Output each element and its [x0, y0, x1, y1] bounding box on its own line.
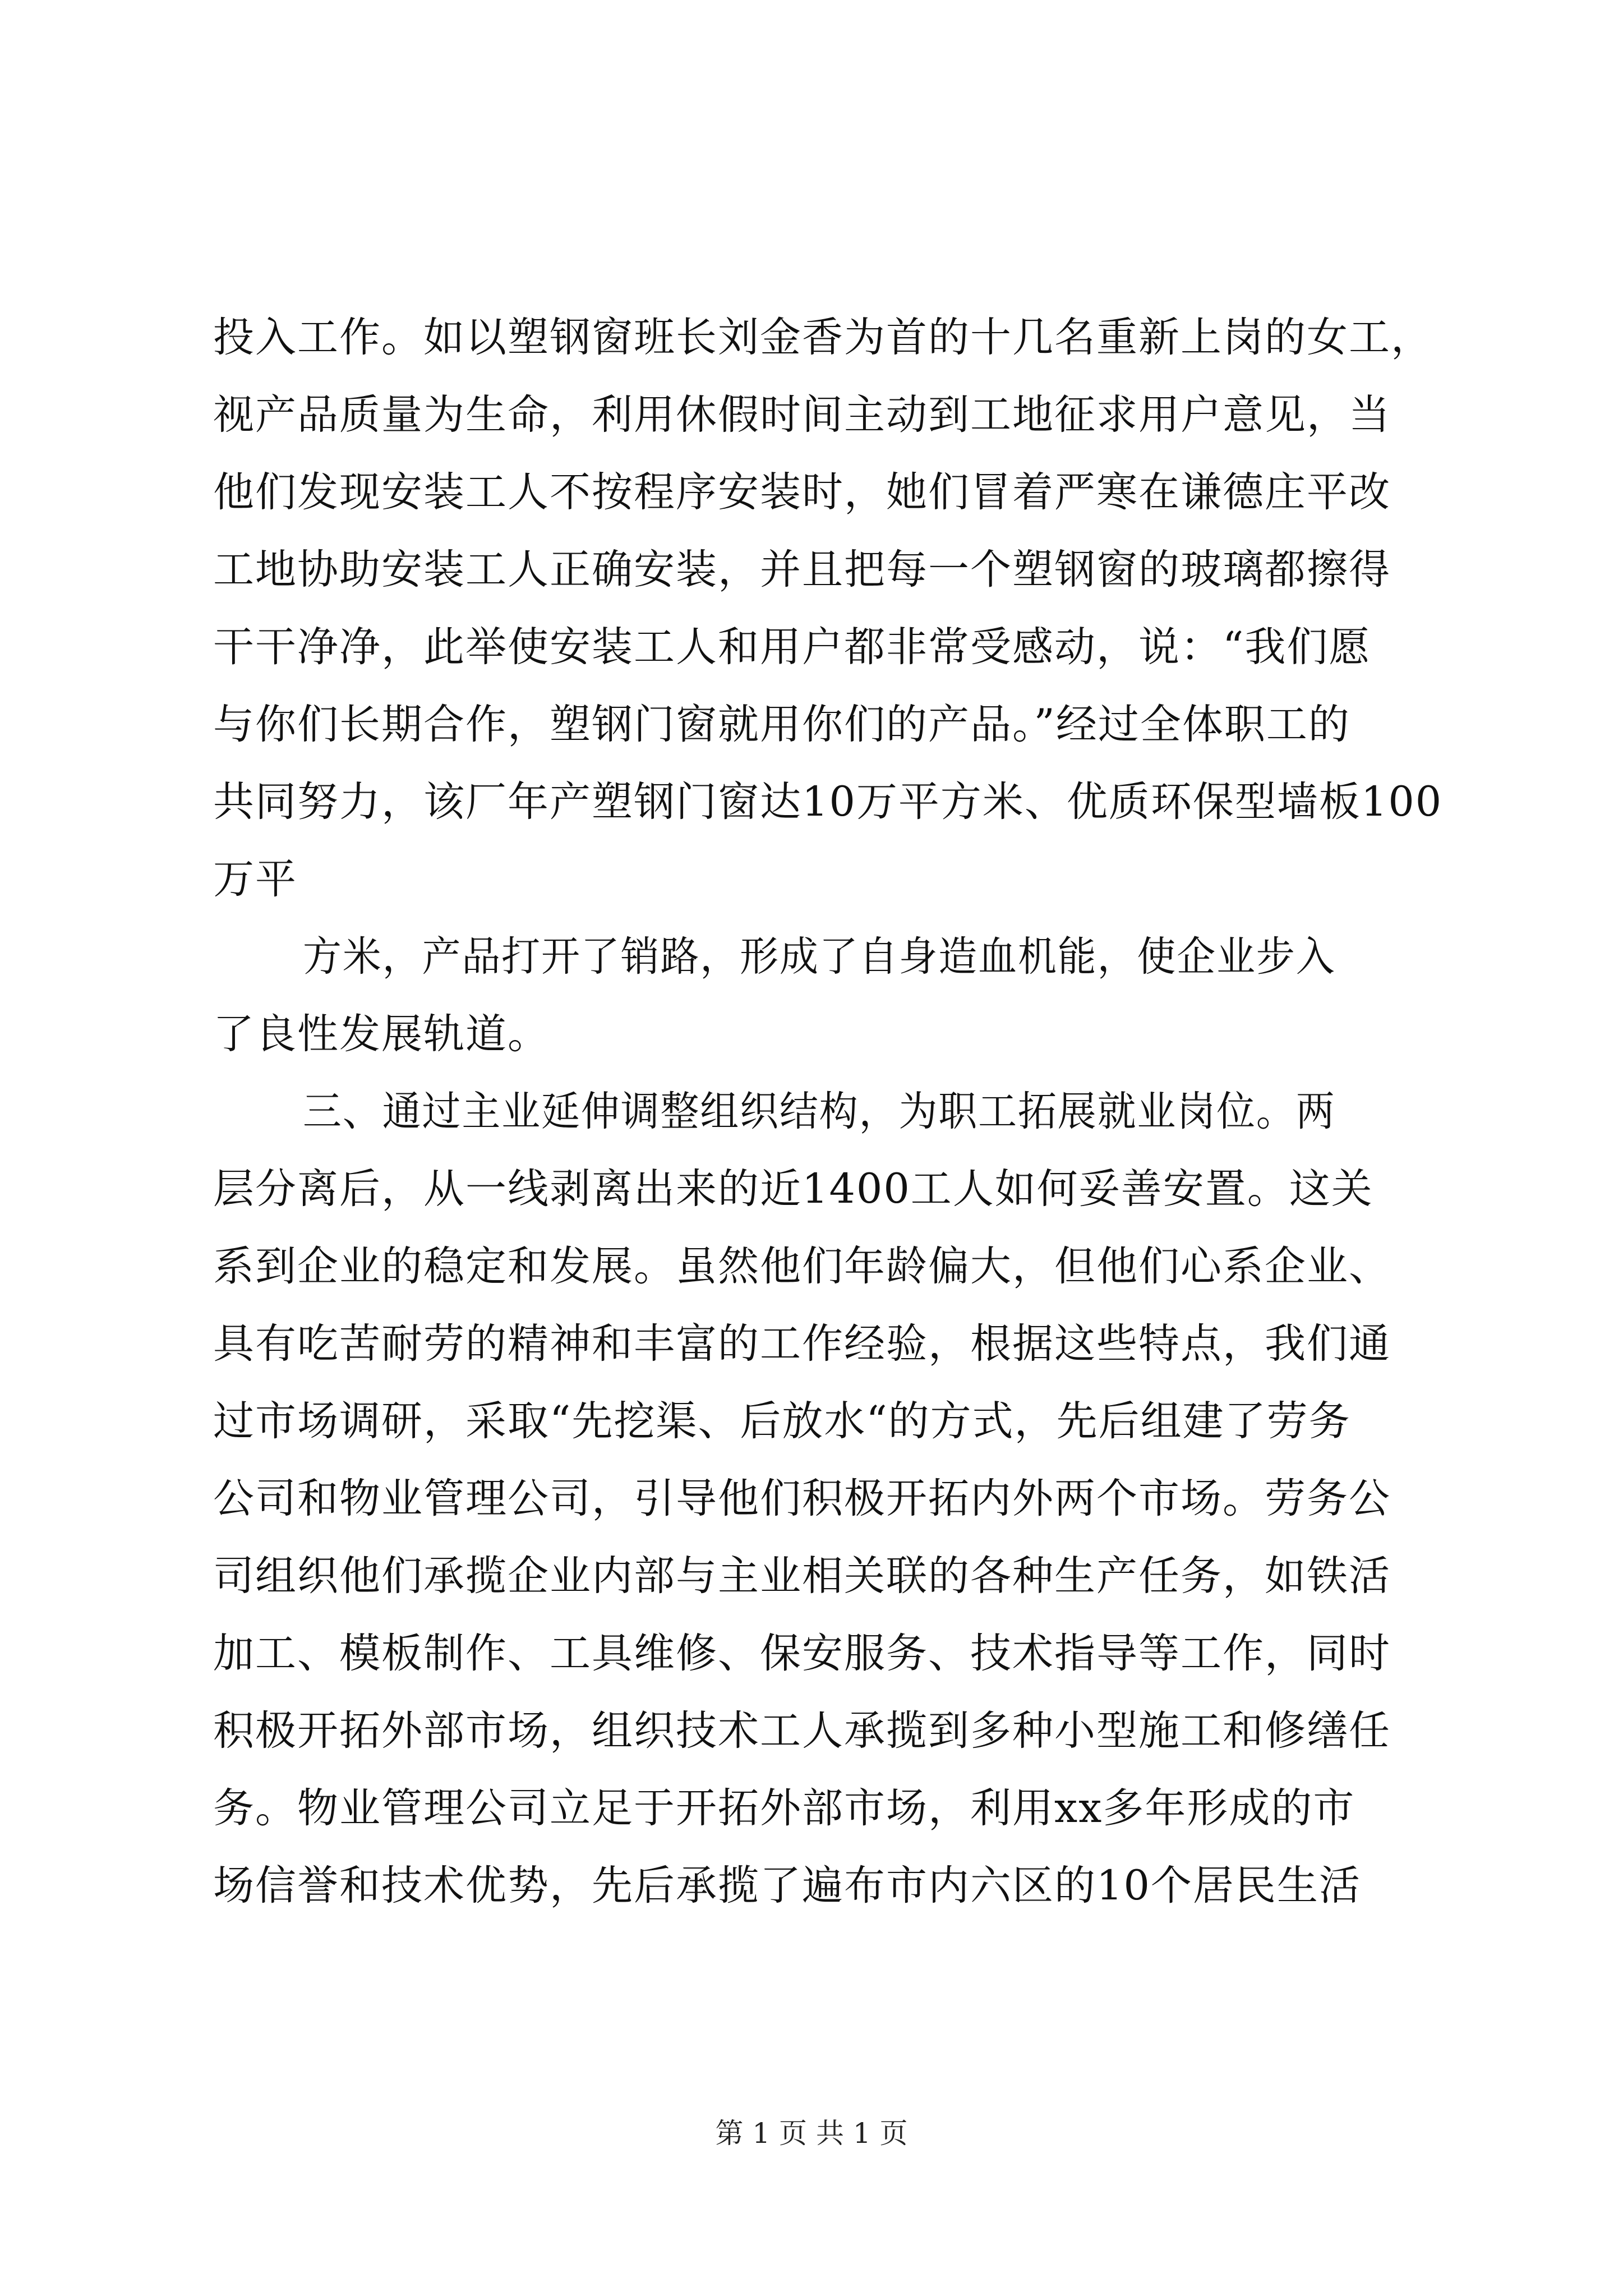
body-text-line: 积极开拓外部市场，组织技术工人承揽到多种小型施工和修缮任 — [213, 1707, 1391, 1755]
body-text-line: 场信誉和技术优势，先后承揽了遍布市内六区的10个居民生活 — [213, 1862, 1361, 1910]
body-text-line: 投入工作。如以塑钢窗班长刘金香为首的十几名重新上岗的女工， — [213, 314, 1433, 361]
paragraph-start-line: 方米，产品打开了销路，形成了自身造血机能，使企业步入 — [303, 933, 1336, 981]
body-text-line: 过市场调研，采取“先挖渠、后放水“的方式，先后组建了劳务 — [213, 1397, 1351, 1445]
body-text-line: 他们发现安装工人不按程序安装时，她们冒着严寒在谦德庄平改 — [213, 468, 1391, 516]
body-text-line: 具有吃苦耐劳的精神和丰富的工作经验，根据这些特点，我们通 — [213, 1320, 1391, 1368]
body-text-line: 万平 — [213, 855, 297, 903]
paragraph-start-line: 三、通过主业延伸调整组织结构，为职工拓展就业岗位。两 — [303, 1088, 1336, 1135]
body-text-line: 共同努力，该厂年产塑钢门窗达10万平方米、优质环保型墙板100 — [213, 778, 1443, 826]
page-footer: 第 1 页 共 1 页 — [715, 2117, 908, 2150]
body-text-line: 与你们长期合作，塑钢门窗就用你们的产品。”经过全体职工的 — [213, 701, 1350, 748]
body-text-line: 司组织他们承揽企业内部与主业相关联的各种生产任务，如铁活 — [213, 1552, 1391, 1600]
body-text-line: 了良性发展轨道。 — [213, 1010, 550, 1058]
body-text-line: 视产品质量为生命，利用休假时间主动到工地征求用户意见，当 — [213, 391, 1391, 439]
body-text-line: 干干净净，此举使安装工人和用户都非常受感动，说：“我们愿 — [213, 623, 1371, 671]
body-text-line: 层分离后，从一线剥离出来的近1400工人如何妥善安置。这关 — [213, 1165, 1373, 1213]
body-text-line: 工地协助安装工人正确安装，并且把每一个塑钢窗的玻璃都擦得 — [213, 546, 1391, 593]
body-text-line: 系到企业的稳定和发展。虽然他们年龄偏大，但他们心系企业、 — [213, 1243, 1391, 1290]
body-text-line: 加工、模板制作、工具维修、保安服务、技术指导等工作，同时 — [213, 1630, 1391, 1677]
body-text-line: 务。物业管理公司立足于开拓外部市场，利用xx多年形成的市 — [213, 1784, 1355, 1832]
body-text-line: 公司和物业管理公司，引导他们积极开拓内外两个市场。劳务公 — [213, 1475, 1391, 1522]
